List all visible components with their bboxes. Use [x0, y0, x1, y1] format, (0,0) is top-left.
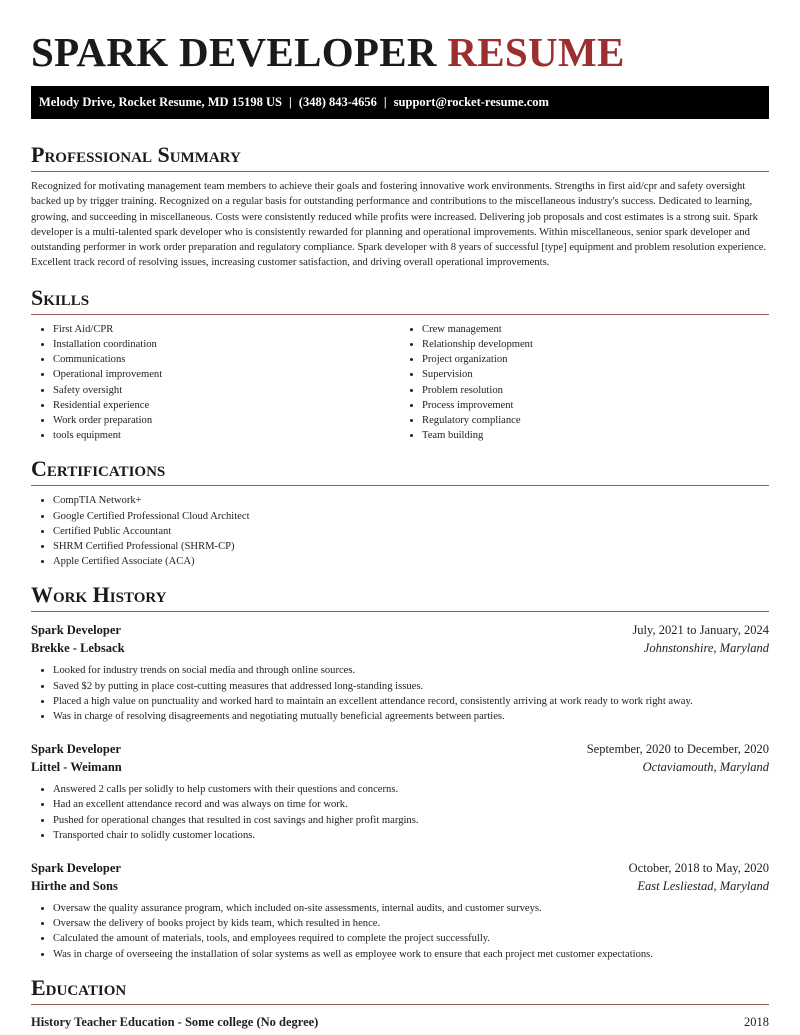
- job-entry: [31, 621, 769, 724]
- summary-text: Recognized for motivating management team members to achieve their goals and fostering innovative work environments. Strengths in first aid/cpr and safety oversight backed up by trigger training. Recognized on a regular basis for outstanding performance and contributions to the miscellaneous industry's success. Dedicated to learning, growing, and succeeding in miscellaneous. Costs were consistently reduced while profits were increased. Delivering job proposals and cost estimates is a strong suit. Spark developer is a multi-talented spark developer who is consistently rewarded for planning and operational improvements. Within miscellaneous, senior spark developer and outstanding performer in work order preparation and regulatory compliance. Spark developer with 8 years of successful [type] equipment and problem resolution experience. Excellent track record of resolving issues, increasing customer satisfaction, and driving overall operational improvements.: [31, 181, 767, 269]
- job-bullet: • Oversaw the delivery of books project by kids team, which resulted in hence.: [53, 916, 769, 931]
- job-header-row: [31, 740, 769, 758]
- skill-item: • Safety oversight: [53, 383, 400, 398]
- certifications-section: [31, 456, 769, 569]
- skills-list-left: [31, 322, 400, 444]
- education-heading: Education: [31, 975, 769, 1005]
- job-bullets: [31, 663, 769, 724]
- contact-separator: |: [289, 95, 292, 109]
- job-bullet: • Oversaw the quality assurance program, which included on-site assessments, internal audits, and customer surveys.: [53, 901, 769, 916]
- skill-item: • Regulatory compliance: [422, 413, 769, 428]
- skill-item: • Team building: [422, 428, 769, 443]
- certification-item: • SHRM Certified Professional (SHRM-CP): [53, 539, 769, 554]
- skills-list-right: [400, 322, 769, 444]
- skill-item: • Supervision: [422, 367, 769, 382]
- education-section: [31, 975, 769, 1031]
- skills-section: [31, 285, 769, 444]
- title-accent: RESUME: [447, 29, 625, 75]
- skill-item: • Operational improvement: [53, 367, 400, 382]
- job-bullet: • Placed a high value on punctuality and worked hard to maintain an excellent attendance record, consistently arriving at work ready to work right away.: [53, 694, 769, 709]
- skill-item: • Communications: [53, 352, 400, 367]
- job-entry: [31, 859, 769, 962]
- skill-item: • Problem resolution: [422, 383, 769, 398]
- job-company: Hirthe and Sons: [31, 879, 118, 894]
- certifications-heading: Certifications: [31, 456, 769, 486]
- job-company: Littel - Weimann: [31, 760, 122, 775]
- skills-column-right: [400, 322, 769, 444]
- skill-item: • Installation coordination: [53, 337, 400, 352]
- job-dates: September, 2020 to December, 2020: [586, 742, 769, 757]
- skills-column-left: [31, 322, 400, 444]
- job-title: Spark Developer: [31, 861, 121, 876]
- skill-item: • First Aid/CPR: [53, 322, 400, 337]
- work-history-section: [31, 582, 769, 961]
- job-company-row: [31, 877, 769, 895]
- job-company-row: [31, 758, 769, 776]
- job-header-row: [31, 859, 769, 877]
- contact-address: Melody Drive, Rocket Resume, MD 15198 US: [39, 95, 283, 109]
- job-location: East Lesliestad, Maryland: [637, 879, 769, 894]
- skill-item: • Work order preparation: [53, 413, 400, 428]
- job-entry: [31, 740, 769, 843]
- title-main: SPARK DEVELOPER: [31, 29, 437, 75]
- certification-item: • Google Certified Professional Cloud Architect: [53, 509, 769, 524]
- job-bullet: • Pushed for operational changes that resulted in cost savings and higher profit margins.: [53, 813, 769, 828]
- education-row: [31, 1013, 769, 1031]
- skill-item: • Crew management: [422, 322, 769, 337]
- job-location: Octaviamouth, Maryland: [642, 760, 769, 775]
- job-dates: October, 2018 to May, 2020: [628, 861, 769, 876]
- job-location: Johnstonshire, Maryland: [643, 641, 769, 656]
- certification-item: • Apple Certified Associate (ACA): [53, 554, 769, 569]
- contact-email: support@rocket-resume.com: [393, 95, 549, 109]
- contact-bar: [31, 86, 769, 119]
- contact-separator: |: [383, 95, 387, 109]
- job-title: Spark Developer: [31, 742, 121, 757]
- job-bullets: [31, 901, 769, 962]
- skill-item: • Process improvement: [422, 398, 769, 413]
- job-bullet: • Looked for industry trends on social media and through online sources.: [53, 663, 769, 678]
- job-title: Spark Developer: [31, 623, 121, 638]
- skills-heading: Skills: [31, 285, 769, 315]
- job-bullet: • Transported chair to solidly customer locations.: [53, 828, 769, 843]
- certification-item: • Certified Public Accountant: [53, 524, 769, 539]
- certifications-list: [31, 493, 769, 569]
- job-company-row: [31, 639, 769, 657]
- job-bullet: • Calculated the amount of materials, tools, and employees required to complete the project successfully.: [53, 931, 769, 946]
- resume-title: [31, 28, 769, 78]
- job-bullet: • Had an excellent attendance record and was always on time for work.: [53, 797, 769, 812]
- skill-item: • Relationship development: [422, 337, 769, 352]
- work-history-heading: Work History: [31, 582, 769, 612]
- job-company: Brekke - Lebsack: [31, 641, 125, 656]
- contact-phone: (348) 843-4656: [298, 95, 377, 109]
- skill-item: • Project organization: [422, 352, 769, 367]
- skills-grid: [31, 322, 769, 444]
- education-year: 2018: [744, 1014, 769, 1029]
- certification-item: • CompTIA Network+: [53, 493, 769, 508]
- job-dates: July, 2021 to January, 2024: [632, 623, 769, 638]
- education-degree: History Teacher Education - Some college (No degree): [31, 1014, 319, 1029]
- job-bullet: • Answered 2 calls per solidly to help customers with their questions and concerns.: [53, 782, 769, 797]
- job-header-row: [31, 621, 769, 639]
- job-bullets: [31, 782, 769, 843]
- skill-item: • Residential experience: [53, 398, 400, 413]
- skill-item: • tools equipment: [53, 428, 400, 443]
- summary-section: [31, 142, 769, 271]
- job-bullet: • Was in charge of resolving disagreements and negotiating mutually beneficial agreements between parties.: [53, 709, 769, 724]
- job-bullet: • Saved $2 by putting in place cost-cutting measures that addressed long-standing issues.: [53, 679, 769, 694]
- summary-heading: Professional Summary: [31, 142, 769, 172]
- job-bullet: • Was in charge of overseeing the installation of solar systems as well as employee work to ensure that each project met customer expectations.: [53, 947, 769, 962]
